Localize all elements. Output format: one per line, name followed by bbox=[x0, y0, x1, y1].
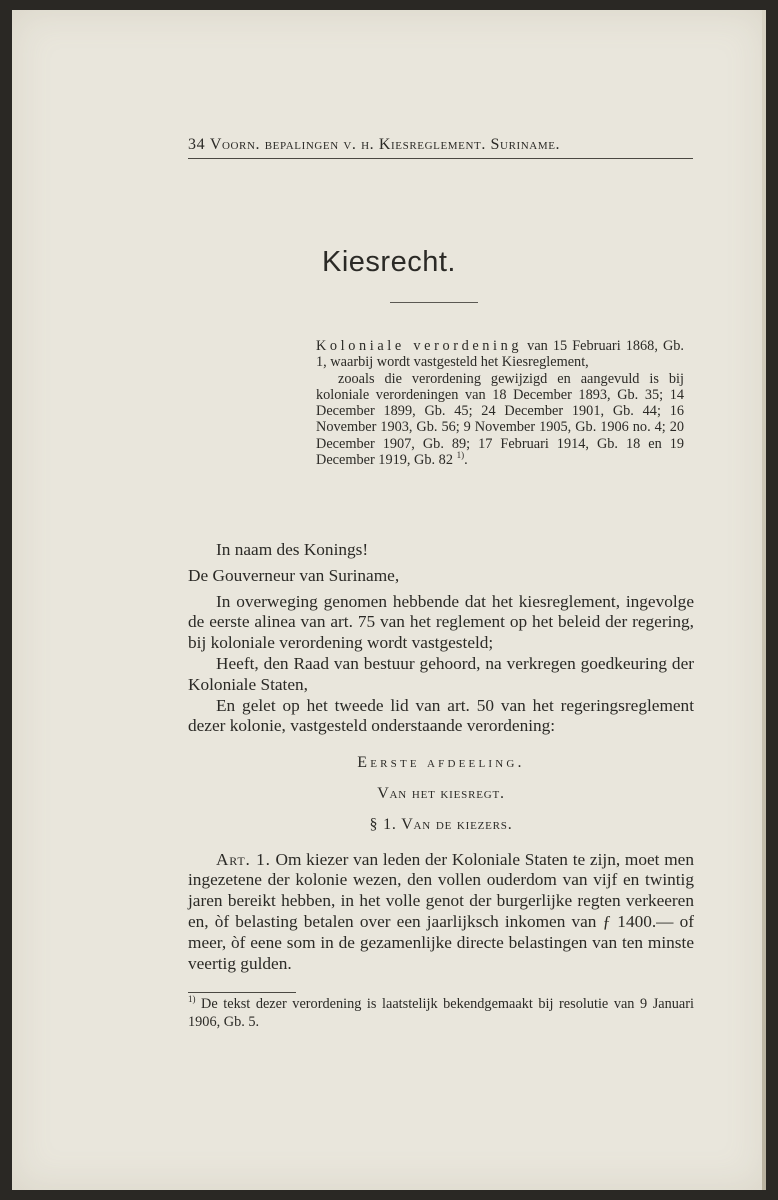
paragraph-sign: § 1. bbox=[369, 815, 397, 833]
preamble-text: van 15 Februari 1868, Gb. 1, waarbij wordt vastgesteld het Kiesreglement, bbox=[316, 338, 684, 371]
book-page bbox=[12, 10, 766, 1190]
footnote-mark: 1) bbox=[188, 994, 196, 1005]
chapter-heading: Van het kiesregt. bbox=[377, 784, 505, 802]
title-divider bbox=[390, 302, 478, 303]
footnote-text: De tekst dezer verordening is laatstelijk bekendgemaakt bij resolutie van 9 Januari 1906, Gb. 5. bbox=[188, 996, 694, 1030]
issuer: De Gouverneur van Suriname, bbox=[188, 565, 400, 585]
article-label: Art. 1. bbox=[216, 849, 271, 869]
division-heading: Eerste afdeeling. bbox=[357, 754, 525, 772]
paragraph-title: Van de kiezers. bbox=[401, 815, 513, 833]
article-text: Om kiezer van leden der Koloniale Staten te zijn, moet men ingezetene der kolonie wezen, den vollen ouderdom van vijf en twintig jaren bereikt hebben, in het volle genot der burgerlijke regten verkeeren en, òf belasting betalen over een jaarlijksch inkomen van ƒ 1400.— of meer, òf eene som in de gezamenlijke directe belastingen van ten minste veertig gulden. bbox=[188, 849, 694, 973]
footnote bbox=[188, 996, 694, 1031]
paragraph-heading bbox=[188, 815, 694, 836]
preamble-end: . bbox=[464, 452, 468, 469]
preamble-amendment: zooals die verordening gewijzigd en aangevuld is bij koloniale verordeningen van 18 December 1893, Gb. 35; 14 December 1899, Gb. 45; 24 December 1901, Gb. 44; 16 November 1903, Gb. 56; 9 November 1905, Gb. 1906 no. 4; 20 December 1907, Gb. 89; 17 Februari 1914, Gb. 18 en 19 December 1919, Gb. 82 bbox=[316, 370, 684, 469]
page-edge bbox=[762, 10, 766, 1190]
preamble bbox=[316, 338, 684, 468]
running-title: Voorn. bepalingen v. h. Kiesreglement. Suriname. bbox=[209, 136, 561, 153]
footnote-divider bbox=[188, 992, 296, 993]
considerans: In overweging genomen hebbende dat het kiesreglement, ingevolge de eerste alinea van art. 75 van het reglement op het beleid der regering, bij koloniale verordening wordt vastgesteld; bbox=[188, 591, 694, 653]
invocation: In naam des Konings! bbox=[216, 540, 369, 559]
council-consulted: Heeft, den Raad van bestuur gehoord, na verkregen goedkeuring der Koloniale Staten, bbox=[188, 653, 694, 694]
decree-body bbox=[188, 540, 694, 974]
preamble-footnote-mark: 1) bbox=[456, 450, 465, 461]
preamble-lead: Koloniale verordening bbox=[316, 338, 523, 354]
running-header bbox=[188, 136, 693, 159]
page-title: Kiesrecht. bbox=[322, 246, 456, 278]
legal-basis: En gelet op het tweede lid van art. 50 van het regeringsreglement dezer kolonie, vastgesteld onderstaande verordening: bbox=[188, 695, 694, 736]
page-number: 34 bbox=[188, 136, 206, 153]
article-1 bbox=[188, 850, 694, 975]
